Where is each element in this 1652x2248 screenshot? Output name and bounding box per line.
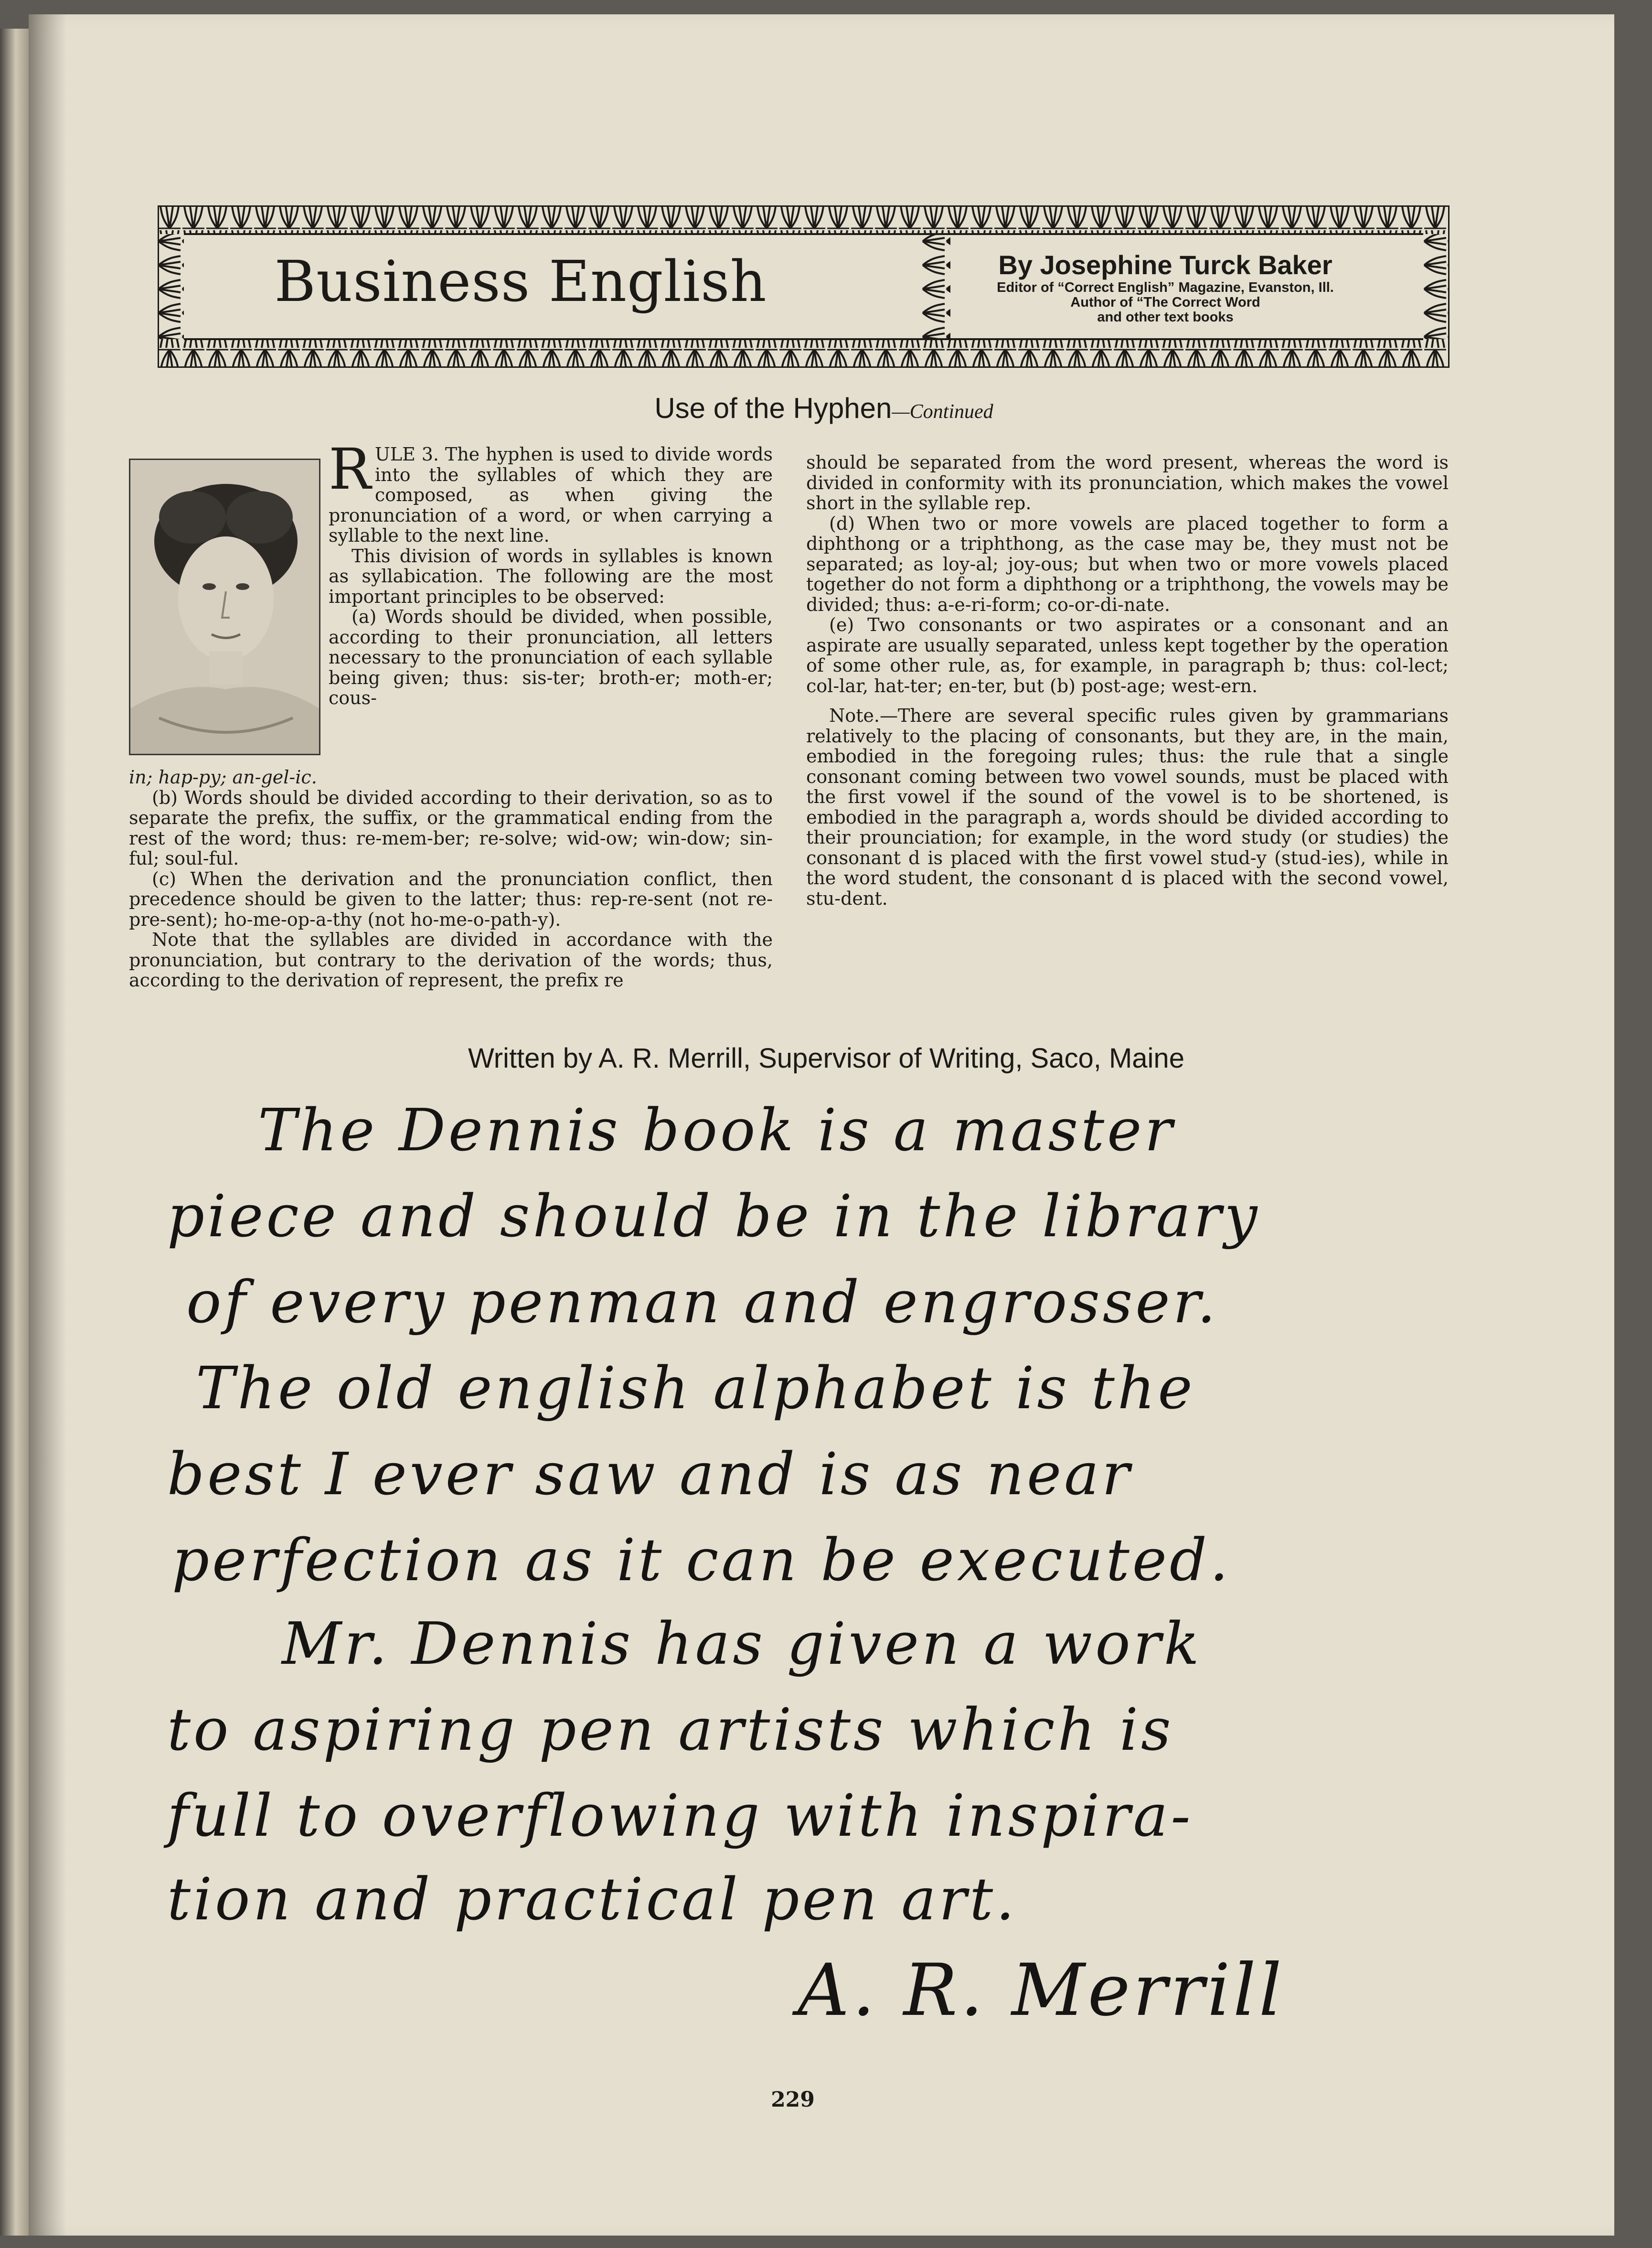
rule-e-paragraph: (e) Two consonants or two aspirates or a consonant and an aspirate are usually separated, unless kept together by the operation of some other rule, as, for example, in paragraph b; thus: col-lect; col-lar, hat-ter; en-ter, but (b) post-age; west-ern. (806, 614, 1449, 696)
rule-a-paragraph: (a) Words should be divided, when possible, according to their pronunciation, all letters necessary to the pronunciation of each syllable being given; thus: sis-ter; broth-er; moth-er; cous- (329, 606, 773, 708)
script-line: best I ever saw and is as near (167, 1440, 1133, 1508)
portrait-photo (129, 459, 320, 755)
page-number: 229 (771, 2087, 815, 2112)
script-line: to aspiring pen artists which is (167, 1696, 1174, 1764)
rule-b-paragraph: (b) Words should be divided according to their derivation, so as to separate the prefix, the suffix, or the grammatical ending from the rest of the word; thus: re-mem-ber; re-solve; wid-ow; win-dow; sin-ful; soul-ful. (129, 787, 773, 869)
note-syllables-paragraph: Note that the syllables are divided in accordance with the pronunciation, but contrary to the derivation of the words; thus, according to the derivation of represent, the prefix re (129, 929, 773, 991)
script-line: perfection as it can be executed. (172, 1526, 1231, 1594)
editor-line-2: Author of “The Correct Word (1070, 295, 1260, 310)
editor-line-3: and other text books (1097, 310, 1234, 325)
script-line: The Dennis book is a master (258, 1096, 1175, 1164)
byline (955, 249, 1375, 325)
continued-paragraph: should be separated from the word present, whereas the word is divided in conformity with its pronunciation, which makes the vowel short in the syllable rep. (806, 452, 1449, 514)
page-title: Business English (274, 248, 767, 314)
rule-3-paragraph: ULE 3. The hyphen is used to divide words into the syllables of which they are composed, as when giving the pronunciation of a word, or when carrying a syllable to the next line. (329, 444, 773, 546)
writer-credit: Written by A. R. Merrill, Supervisor of Writing, Saco, Maine (468, 1043, 1184, 1074)
author-name: By Josephine Turck Baker (998, 250, 1332, 280)
editor-line-1: Editor of “Correct English” Magazine, Evanston, Ill. (997, 280, 1334, 295)
script-line: Mr. Dennis has given a work (282, 1610, 1202, 1678)
note-paragraph: Note.—There are several specific rules given by grammarians relatively to the placing of consonants, but they are, in the main, embodied in the foregoing rules; thus: the rule that a single consonant coming between two vowel sounds, must be placed with the first vowel if the sound of the vowel is to be shortened, is embodied in the paragraph a, words should be divided according to their prounciation; for example, in the word study (or studies) the consonant d is placed with the first vowel stud-y (stud-ies), while in the word student, the consonant d is placed with the second vowel, stu-dent. (806, 705, 1449, 909)
portrait-icon (130, 460, 319, 754)
section-heading (478, 392, 1170, 425)
section-heading-text: Use of the Hyphen (654, 392, 892, 424)
facing-page-edge (0, 29, 29, 2236)
left-column-bottom (129, 767, 773, 991)
script-line: piece and should be in the library (167, 1182, 1260, 1250)
signature: A. R. Merrill (798, 1949, 1285, 2032)
script-line: full to overflowing with inspira- (167, 1782, 1194, 1850)
script-line: The old english alphabet is the (196, 1354, 1195, 1422)
syllabication-paragraph: This division of words in syllables is known as syllabication. The following are the most important principles to be observed: (329, 545, 773, 607)
gutter-shadow (29, 14, 67, 2236)
handwritten-testimonial (167, 1094, 1457, 2032)
drop-cap: R (329, 436, 371, 502)
continued-label: —Continued (892, 401, 993, 423)
script-line: tion and practical pen art. (167, 1865, 1017, 1933)
script-line: of every penman and engrosser. (186, 1268, 1219, 1336)
rule-c-paragraph: (c) When the derivation and the pronunciation conflict, then precedence should be given to the latter; thus: rep-re-sent (not re-pre-sent); ho-me-op-a-thy (not ho-me-o-path-y). (129, 868, 773, 930)
left-column-top (329, 436, 773, 708)
right-column (806, 452, 1449, 909)
rule-a-continued: in; hap-py; an-gel-ic. (129, 767, 317, 788)
rule-d-paragraph: (d) When two or more vowels are placed together to form a diphthong or a triphthong, as the case may be, they must not be separated; as loy-al; joy-ous; but when two or more vowels placed together do not form a diphthong or a triphthong, the vowels may be divided; thus: a-e-ri-form; co-or-di-nate. (806, 513, 1449, 615)
